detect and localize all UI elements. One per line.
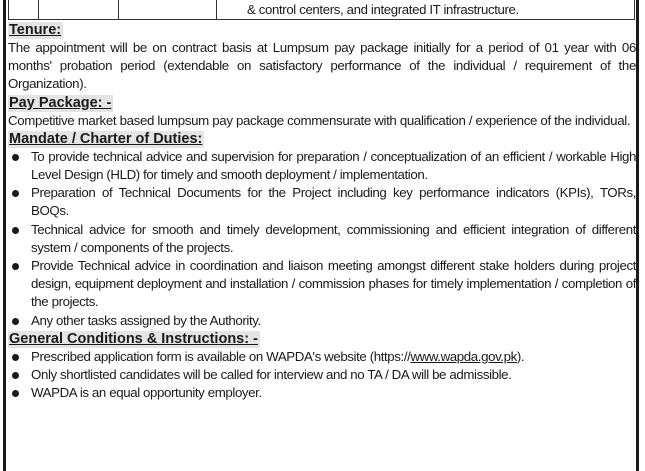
bullet-icon [12, 154, 19, 161]
list-item: To provide technical advice and supervision for preparation / conceptualization of an efficient / workable High Level Design (HLD) for timely and smooth deployment / implementation. [8, 148, 636, 184]
bullet-icon [12, 263, 19, 270]
tenure-heading: Tenure: [9, 22, 62, 38]
bullet-icon [12, 354, 19, 361]
conditions-list [8, 348, 636, 403]
pay-package-heading: Pay Package: - [9, 94, 112, 111]
tenure-section [8, 21, 636, 94]
list-item: Prescribed application form is available on WAPDA's website (https://www.wapda.gov.pk). [8, 348, 636, 366]
advertisement-body [8, 21, 636, 402]
tenure-text: The appointment will be on contract basis at Lumpsum pay package initially for a period of 01 year with 06 months' probation period (extendable on satisfactory performance of the individual / requirement of the Organization). [8, 40, 636, 92]
list-item: Provide Technical advice in coordination and liaison meeting amongst different stake holders during project design, equipment deployment and installation / commission phases for timely implementation / completion of the projects. [8, 257, 636, 312]
general-conditions-section [8, 330, 636, 403]
list-item: Technical advice for smooth and timely development, commissioning and efficient integration of different system / components of the projects. [8, 221, 636, 257]
mandate-section [8, 130, 636, 330]
bullet-icon [12, 190, 19, 197]
pay-package-text: Competitive market based lumpsum pay package commensurate with qualification / experience of the individual. [8, 112, 631, 128]
table-cell [119, 0, 217, 19]
list-item: Only shortlisted candidates will be called for interview and no TA / DA will be admissible. [8, 366, 636, 384]
list-item: Any other tasks assigned by the Authority. [8, 312, 636, 330]
bullet-icon [12, 390, 19, 397]
table-cell [39, 0, 119, 19]
list-item: Preparation of Technical Documents for the Project including key performance indicators (KPIs), TORs, BOQs. [8, 184, 636, 220]
bullet-icon [12, 318, 19, 325]
bullet-icon [12, 227, 19, 234]
table-cell-text: & control centers, and integrated IT infrastructure. [247, 2, 519, 17]
wapda-website-link[interactable]: www.wapda.gov.pk [410, 348, 517, 364]
pay-package-section [8, 94, 636, 130]
duties-list [8, 148, 636, 330]
table-cell [9, 0, 39, 19]
bullet-icon [12, 372, 19, 379]
mandate-heading: Mandate / Charter of Duties: [9, 130, 203, 147]
positions-table-fragment [8, 0, 635, 20]
list-item: WAPDA is an equal opportunity employer. [8, 384, 636, 402]
general-conditions-heading: General Conditions & Instructions: - [9, 330, 258, 347]
